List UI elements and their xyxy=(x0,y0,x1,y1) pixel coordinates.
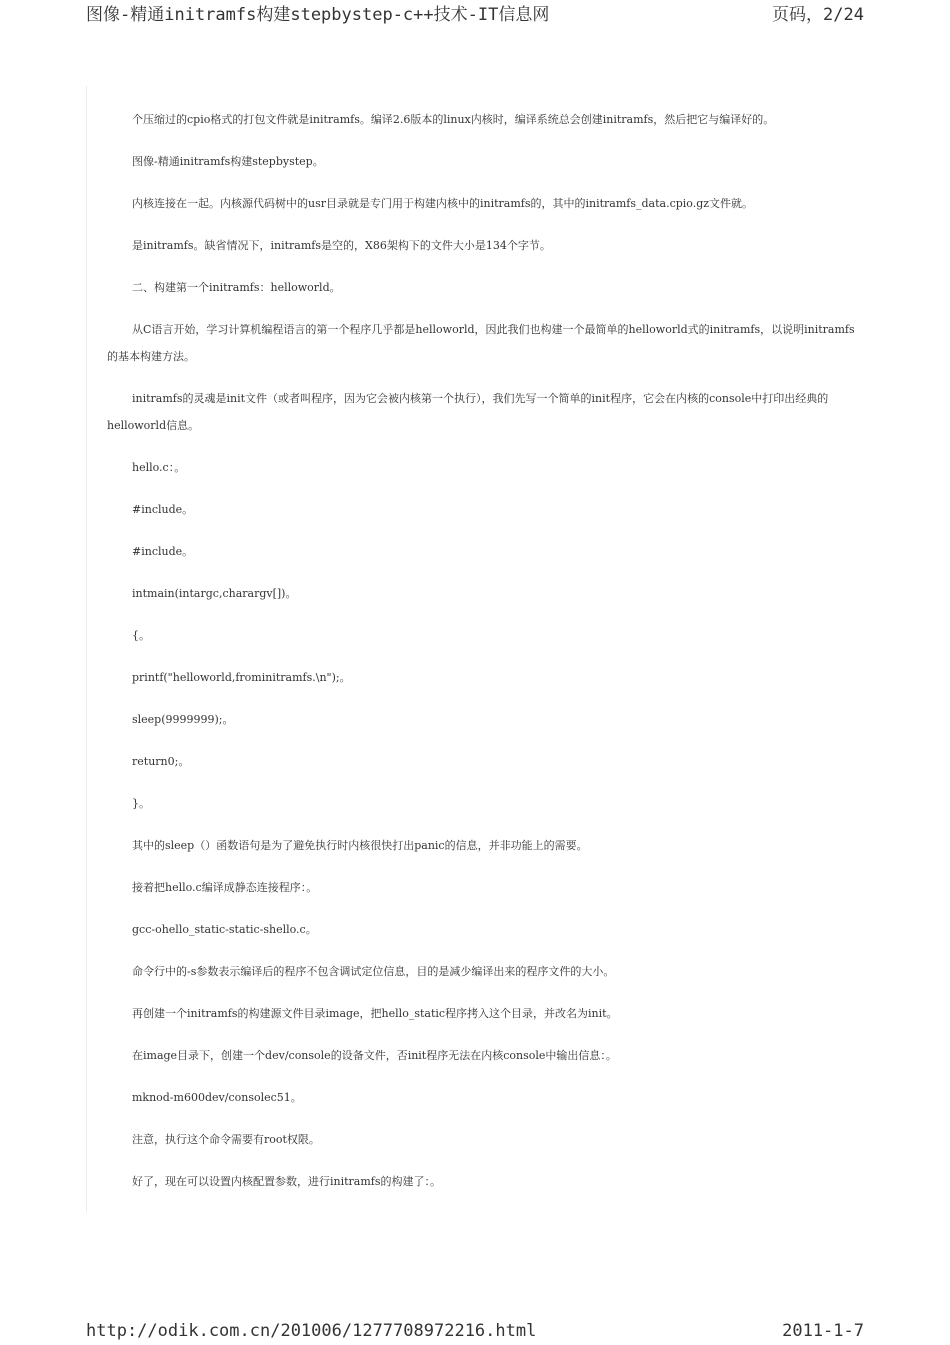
code-line: mknod-m600dev/consolec51。 xyxy=(132,1091,302,1104)
paragraph: 命令行中的-s参数表示编译后的程序不包含调试定位信息，目的是减少编译出来的程序文件的大小。 xyxy=(132,965,615,978)
code-line: intmain(intargc,charargv[])。 xyxy=(132,587,297,600)
paragraph: initramfs的灵魂是init文件（或者叫程序，因为它会被内核第一个执行），我们先写一个简单的init程序，它会在内核的console中打印出经典的helloworld信息。 xyxy=(107,392,829,432)
article-body xyxy=(86,86,864,1212)
paragraph: 在image目录下，创建一个dev/console的设备文件，否init程序无法在内核console中输出信息：。 xyxy=(132,1049,617,1062)
page-header xyxy=(86,0,864,24)
paragraph: 个压缩过的cpio格式的打包文件就是initramfs。编译2.6版本的linux内核时，编译系统总会创建initramfs，然后把它与编译好的。 xyxy=(132,113,775,126)
code-line: {。 xyxy=(132,629,150,642)
paragraph: 从C语言开始，学习计算机编程语言的第一个程序几乎都是helloworld，因此我们也构建一个最简单的helloworld式的initramfs，以说明initramfs的基本构建方法。 xyxy=(107,323,855,363)
section-heading: 二、构建第一个initramfs：helloworld。 xyxy=(132,281,341,294)
code-line: hello.c：。 xyxy=(132,461,186,474)
code-line: #include。 xyxy=(132,545,194,558)
paragraph: 内核连接在一起。内核源代码树中的usr目录就是专门用于构建内核中的initramfs的，其中的initramfs_data.cpio.gz文件就。 xyxy=(132,197,754,210)
code-line: return0;。 xyxy=(132,755,190,768)
code-line: printf("helloworld,frominitramfs.\n");。 xyxy=(132,671,351,684)
code-line: gcc-ohello_static-static-shello.c。 xyxy=(132,923,317,936)
page-number: 页码，2/24 xyxy=(772,5,864,25)
source-url: http://odik.com.cn/201006/1277708972216.html xyxy=(86,1321,537,1341)
code-line: #include。 xyxy=(132,503,194,516)
paragraph: 好了，现在可以设置内核配置参数，进行initramfs的构建了：。 xyxy=(132,1175,442,1188)
code-line: }。 xyxy=(132,797,150,810)
page-footer xyxy=(86,1321,864,1345)
print-date: 2011-1-7 xyxy=(782,1321,864,1341)
paragraph: 再创建一个initramfs的构建源文件目录image，把hello_static程序拷入这个目录，并改名为init。 xyxy=(132,1007,618,1020)
paragraph: 是initramfs。缺省情况下，initramfs是空的，X86架构下的文件大小是134个字节。 xyxy=(132,239,551,252)
paragraph: 注意，执行这个命令需要有root权限。 xyxy=(132,1133,320,1146)
document-title: 图像-精通initramfs构建stepbystep-c++技术-IT信息网 xyxy=(86,5,550,25)
paragraph: 其中的sleep（）函数语句是为了避免执行时内核很快打出panic的信息，并非功能上的需要。 xyxy=(132,839,588,852)
code-line: sleep(9999999);。 xyxy=(132,713,234,726)
paragraph: 图像-精通initramfs构建stepbystep。 xyxy=(132,155,324,168)
paragraph: 接着把hello.c编译成静态连接程序：。 xyxy=(132,881,318,894)
